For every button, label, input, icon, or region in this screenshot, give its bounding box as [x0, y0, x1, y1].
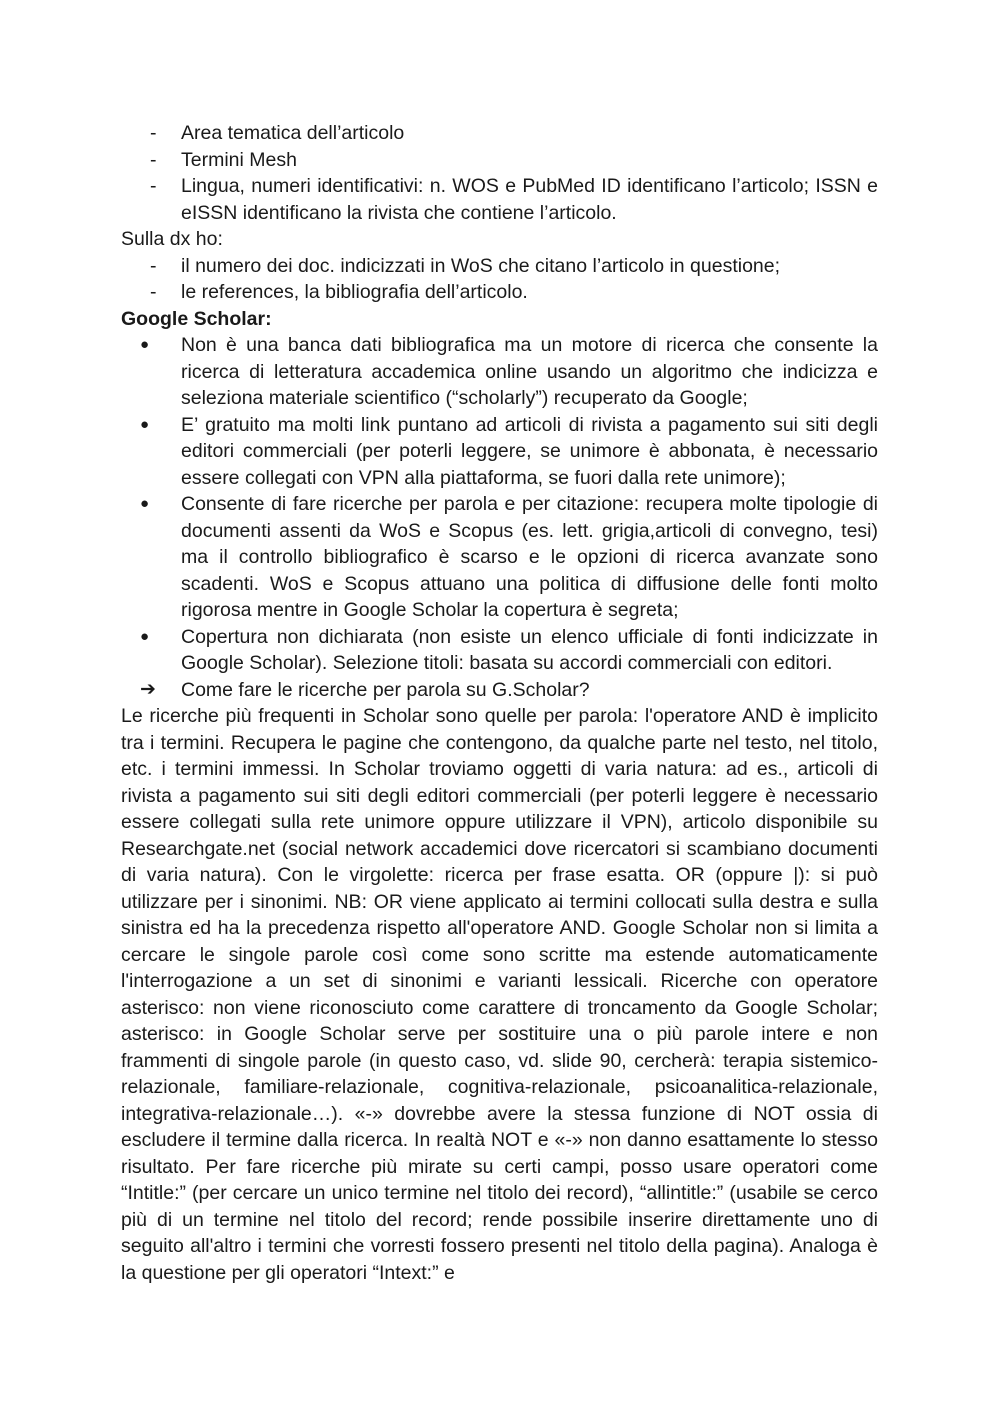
- list-item-text: Termini Mesh: [181, 148, 297, 171]
- bullet-marker: ●: [140, 627, 150, 645]
- section-heading: Google Scholar:: [121, 307, 272, 330]
- bullet-marker: ●: [140, 336, 150, 353]
- scholar-bullet-list: [121, 332, 878, 677]
- dash-marker: -: [150, 254, 157, 277]
- document-content: [121, 120, 878, 1286]
- dash-marker: -: [150, 175, 157, 197]
- list-item-text: Lingua, numeri identificativi: n. WOS e PubMed ID identificano l’articolo; ISSN e eISSN identificano la rivista che contiene l’articolo.: [181, 175, 878, 224]
- body-paragraph: Le ricerche più frequenti in Scholar sono quelle per parola: l'operatore AND è implicito tra i termini. Recupera le pagine che contengono, da qualche parte nel testo, nel titolo, etc. i termini immessi. In Scholar troviamo oggetti di varia natura: ad es., articoli di rivista a pagamento sui siti degli editori commerciali (per poterli leggere è necessario essere collegati sulla rete unimore oppure utilizzare il VPN), articolo disponibile su Researchgate.net (social network accademici dove ricercatori si scambiano documenti di varia natura). Con le virgolette: ricerca per frase esatta. OR (oppure |): si può utilizzare per i sinonimi. NB: OR viene applicato ai termini collocati sulla destra e sulla sinistra ed ha la precedenza rispetto all'operatore AND. Google Scholar non si limita a cercare le singole parole così come sono scritte ma estende automaticamente l'interrogazione a un set di sinonimi e varianti lessicali. Ricerche con operatore asterisco: non viene riconosciuto come carattere di troncamento da Google Scholar; asterisco: in Google Scholar serve per sostituire una o più parole intere e non frammenti di singole parole (in questo caso, vd. slide 90, cercherà: terapia sistemico-relazionale, familiare-relazionale, cognitiva-relazionale, psicoanalitica-relazionale, integrativa-relazionale…). «-» dovrebbe avere la stessa funzione di NOT ossia di escludere il termine dalla ricerca. In realtà NOT e «-» non danno esattamente lo stesso risultato. Per fare ricerche più mirate su certi campi, posso usare operatori come “Intitle:” (per cercare un unico termine nel titolo dei record), “allintitle:” (usabile se cerco più di un termine nel titolo del record; rende possibile inserire direttamente uno di seguito all'altro i termini che vorresti fossero presenti nel titolo della pagina). Analoga è la questione per gli operatori “Intext:” e: [121, 705, 878, 1284]
- list-item-text: Consente di fare ricerche per parola e per citazione: recupera molte tipologie di documenti assenti da WoS e Scopus (es. lett. grigia,articoli di convegno, tesi) ma il controllo bibliografico è scarso e le opzioni di ricerca avanzate sono scadenti. WoS e Scopus attuano una politica di diffusione delle fonti molto rigorosa mentre in Google Scholar la copertura è segreta;: [181, 493, 878, 621]
- list-item: [121, 677, 878, 704]
- list-item: [121, 279, 878, 306]
- list-item-text: il numero dei doc. indicizzati in WoS che citano l’articolo in questione;: [181, 254, 781, 277]
- list-item-text: Copertura non dichiarata (non esiste un elenco ufficiale di fonti indicizzate in Google Scholar). Selezione titoli: basata su accordi commerciali con editori.: [181, 625, 878, 674]
- right-side-list: [121, 253, 878, 306]
- list-item-text: Come fare le ricerche per parola su G.Scholar?: [181, 678, 590, 701]
- right-side-intro: Sulla dx ho:: [121, 228, 223, 250]
- bullet-marker: ●: [140, 495, 150, 512]
- dash-marker: -: [150, 281, 157, 303]
- list-item: [121, 147, 878, 174]
- arrow-icon: ➔: [140, 678, 156, 700]
- list-item: [121, 624, 878, 677]
- list-item: [121, 332, 878, 412]
- dash-marker: -: [150, 148, 157, 171]
- arrow-list: [121, 677, 878, 704]
- list-item-text: E’ gratuito ma molti link puntano ad articoli di rivista a pagamento sui siti degli editori commerciali (per poterli leggere, se unimore è abbonata, è necessario essere collegati con VPN alla piattaforma, se fuori dalla rete unimore);: [181, 413, 878, 489]
- list-item-text: Area tematica dell’articolo: [181, 122, 405, 144]
- list-item: [121, 120, 878, 147]
- list-item: [121, 253, 878, 280]
- dash-marker: -: [150, 122, 157, 144]
- list-item-text: le references, la bibliografia dell’articolo.: [181, 281, 528, 303]
- list-item-text: Non è una banca dati bibliografica ma un motore di ricerca che consente la ricerca di letteratura accademica online usando un algoritmo che indicizza e seleziona materiale scientifico (“scholarly”) recuperato da Google;: [181, 334, 878, 409]
- article-details-list: [121, 120, 878, 226]
- bullet-marker: ●: [140, 415, 150, 433]
- list-item: [121, 173, 878, 226]
- list-item: [121, 412, 878, 492]
- list-item: [121, 491, 878, 624]
